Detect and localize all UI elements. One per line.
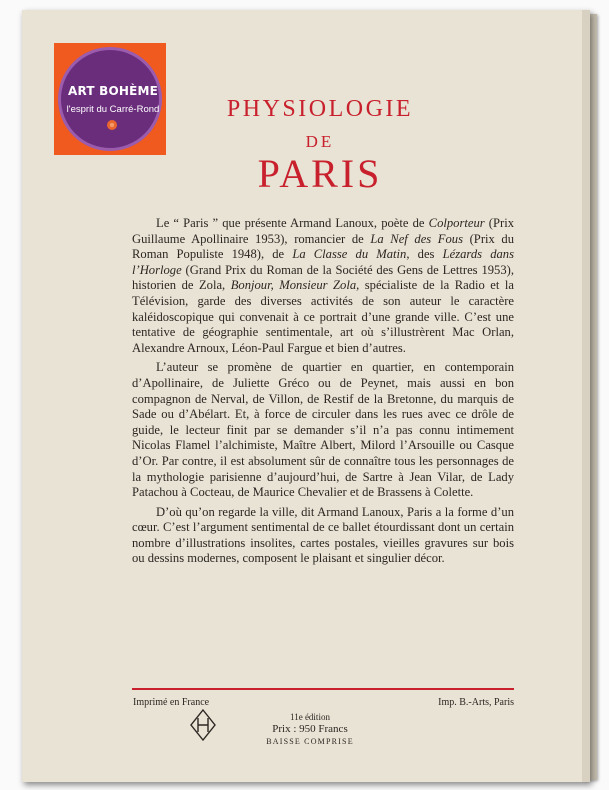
paragraph-1: [132, 216, 514, 356]
logo-circle: [58, 47, 162, 151]
title-de: DE: [305, 132, 335, 151]
book-title-classe-du-matin: La Classe du Matin: [292, 247, 407, 262]
text-run: (Prix Guillaume Apollinaire 1953), romancier de: [132, 216, 514, 246]
book-title-colporteur: Colporteur: [428, 216, 485, 230]
art-boheme-logo: [54, 43, 166, 155]
book-title-bonjour-zola: Bonjour, Monsieur Zola,: [230, 278, 360, 293]
publisher-monogram-icon: [190, 709, 216, 741]
text-run: (Prix du Roman Populiste 1948), de: [132, 231, 515, 262]
footer-rule: [132, 688, 514, 690]
paragraph-3: D’où qu’on regarde la ville, dit Armand Lanoux, Paris a la forme d’un cœur. C’est l’argument sentimental de ce ballet étourdissant dont un certain nombre d’illustrations insolites, cartes postales, vieilles gravures sur bois ou dessins modernes, composent le plaisant et singulier décor.: [132, 504, 514, 566]
text-run: spécialiste de la Radio et la Télévision, garde des diverses activités de son auteur le caractère kaléidoscopique qui convenait à ce portrait d’une grande ville. C’est une tentative de géographie sentimentale, art où s’illustrèrent Mac Orlan, Alexandre Arnoux, Léon-Paul Fargue et bien d’autres.: [132, 278, 514, 355]
printed-in-france: Imprimé en France: [133, 697, 210, 708]
edition-label: 11e édition: [290, 712, 330, 722]
paragraph-2: L’auteur se promène de quartier en quartier, en contemporain d’Apollinaire, de Juliette Gréco ou de Peynet, mais aussi en bon compagnon de Nerval, de Villon, de Restif de la Bretonne, du marquis de Sade ou d’Abélart. Et, à force de circuler dans les rues avec ce drôle de guide, le lecteur finit par se demander s’il n’a pas connu intimement Nicolas Flamel l’alchimiste, Maître Albert, Milord l’Arsouille ou Casque d’Or. Par contre, il est absolument sûr de connaître tous les personnages de la mythologie parisienne d’aujourd’hui, de Sartre à Jean Vilar, de Lady Patachou à Cocteau, de Maurice Chevalier et de Brassens à Colette.: [132, 360, 514, 500]
title-paris: PARIS: [257, 151, 383, 196]
logo-subtitle: l'esprit du Carré-Rond: [66, 104, 160, 115]
tomato-dot-icon: [107, 120, 117, 130]
price-label: Prix : 950 Francs: [272, 723, 348, 735]
text-run: Le “ Paris ” que présente Armand Lanoux, poète de: [156, 216, 429, 230]
logo-title: ART BOHÈME: [67, 84, 159, 98]
printer-name: Imp. B.-Arts, Paris: [438, 697, 514, 708]
blurb-text: [132, 216, 514, 571]
title-physiologie: PHYSIOLOGIE: [226, 96, 414, 122]
text-run: (Grand Prix du Roman de la Société des Gens de Lettres 1953), historien de Zola,: [132, 262, 514, 293]
tax-label: BAISSE COMPRISE: [266, 737, 354, 746]
text-run: , des: [406, 247, 443, 262]
book-title-nef-des-fous: La Nef des Fous: [370, 231, 463, 246]
book-title-lezards: Lézards dans l’Horloge: [132, 247, 514, 277]
